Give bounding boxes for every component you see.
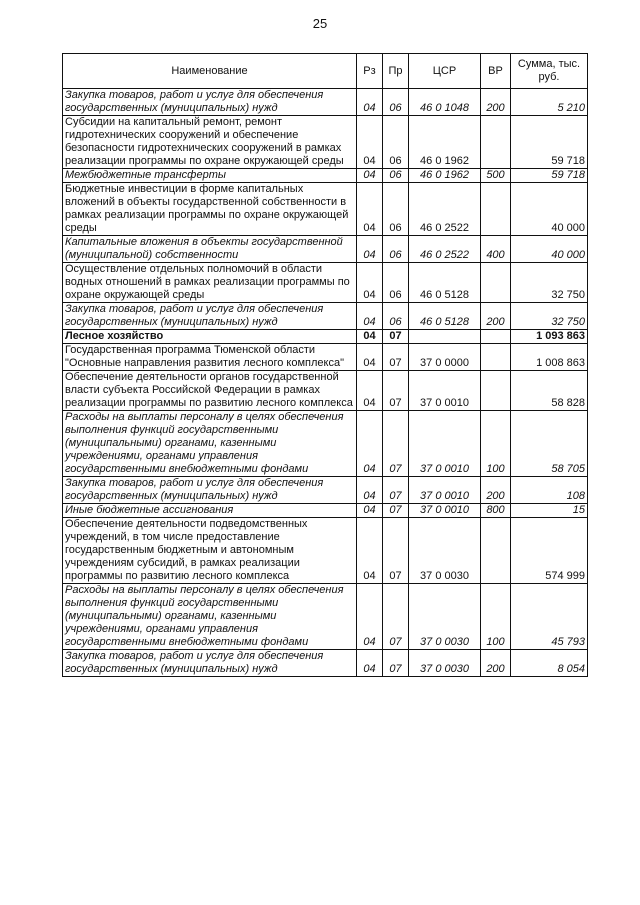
cell-rz: 04	[357, 344, 383, 371]
cell-pr: 06	[383, 236, 409, 263]
cell-sum: 1 093 863	[511, 330, 588, 344]
cell-vr: 200	[481, 303, 511, 330]
cell-vr	[481, 183, 511, 236]
cell-pr: 07	[383, 344, 409, 371]
table-row	[63, 584, 588, 650]
cell-csr: 37 0 0010	[409, 477, 481, 504]
cell-pr: 06	[383, 303, 409, 330]
cell-sum: 40 000	[511, 183, 588, 236]
cell-csr: 37 0 0030	[409, 650, 481, 677]
cell-vr: 200	[481, 650, 511, 677]
cell-pr: 07	[383, 504, 409, 518]
cell-name: Лесное хозяйство	[63, 330, 357, 344]
cell-rz: 04	[357, 477, 383, 504]
table-row	[63, 371, 588, 411]
cell-csr: 46 0 5128	[409, 303, 481, 330]
cell-name: Расходы на выплаты персоналу в целях обеспечения выполнения функций государственными (муниципальными) органами, казенными учреждениями, органами управления государственными внебюджетными фондами	[63, 584, 357, 650]
cell-sum: 58 705	[511, 411, 588, 477]
cell-csr: 46 0 2522	[409, 183, 481, 236]
cell-name: Закупка товаров, работ и услуг для обеспечения государственных (муниципальных) нужд	[63, 650, 357, 677]
cell-sum: 5 210	[511, 89, 588, 116]
cell-name: Расходы на выплаты персоналу в целях обеспечения выполнения функций государственными (муниципальными) органами, казенными учреждениями, органами управления государственными внебюджетными фондами	[63, 411, 357, 477]
cell-pr: 07	[383, 411, 409, 477]
table-row	[63, 518, 588, 584]
cell-vr: 100	[481, 584, 511, 650]
cell-pr: 06	[383, 263, 409, 303]
cell-csr: 46 0 2522	[409, 236, 481, 263]
header-csr: ЦСР	[409, 54, 481, 89]
table-row	[63, 169, 588, 183]
cell-vr	[481, 330, 511, 344]
table-body	[63, 89, 588, 677]
cell-pr: 07	[383, 477, 409, 504]
table-row	[63, 504, 588, 518]
cell-csr: 46 0 1962	[409, 169, 481, 183]
table-row	[63, 89, 588, 116]
cell-vr	[481, 344, 511, 371]
cell-name: Закупка товаров, работ и услуг для обеспечения государственных (муниципальных) нужд	[63, 89, 357, 116]
cell-name: Обеспечение деятельности подведомственных учреждений, в том числе предоставление государственным бюджетным и автономным учреждениям субсидий, в рамках реализации программы по развитию лесного комплекса	[63, 518, 357, 584]
cell-vr: 800	[481, 504, 511, 518]
cell-pr: 06	[383, 169, 409, 183]
header-rz: Рз	[357, 54, 383, 89]
cell-name: Закупка товаров, работ и услуг для обеспечения государственных (муниципальных) нужд	[63, 303, 357, 330]
cell-rz: 04	[357, 116, 383, 169]
cell-vr	[481, 263, 511, 303]
cell-vr: 100	[481, 411, 511, 477]
cell-sum: 40 000	[511, 236, 588, 263]
table-row	[63, 263, 588, 303]
cell-rz: 04	[357, 183, 383, 236]
cell-rz: 04	[357, 584, 383, 650]
cell-pr: 06	[383, 183, 409, 236]
table-row	[63, 236, 588, 263]
cell-pr: 06	[383, 89, 409, 116]
page-number: 25	[312, 16, 328, 31]
cell-vr	[481, 116, 511, 169]
cell-csr	[409, 330, 481, 344]
cell-vr: 400	[481, 236, 511, 263]
cell-name: Закупка товаров, работ и услуг для обеспечения государственных (муниципальных) нужд	[63, 477, 357, 504]
cell-name: Иные бюджетные ассигнования	[63, 504, 357, 518]
table-row	[63, 411, 588, 477]
header-vr: ВР	[481, 54, 511, 89]
cell-csr: 46 0 1048	[409, 89, 481, 116]
cell-csr: 46 0 5128	[409, 263, 481, 303]
cell-sum: 1 008 863	[511, 344, 588, 371]
header-name: Наименование	[63, 54, 357, 89]
header-pr: Пр	[383, 54, 409, 89]
cell-pr: 07	[383, 330, 409, 344]
header-row	[63, 54, 588, 89]
cell-pr: 07	[383, 650, 409, 677]
table-row	[63, 650, 588, 677]
cell-sum: 8 054	[511, 650, 588, 677]
table-row	[63, 344, 588, 371]
cell-name: Капитальные вложения в объекты государственной (муниципальной) собственности	[63, 236, 357, 263]
header-sum: Сумма, тыс. руб.	[511, 54, 588, 89]
cell-pr: 07	[383, 371, 409, 411]
cell-sum: 45 793	[511, 584, 588, 650]
cell-csr: 37 0 0010	[409, 411, 481, 477]
cell-name: Обеспечение деятельности органов государственной власти субъекта Российской Федерации в рамках реализации программы по развитию лесного комплекса	[63, 371, 357, 411]
cell-name: Осуществление отдельных полномочий в области водных отношений в рамках реализации программы по охране окружающей среды	[63, 263, 357, 303]
cell-rz: 04	[357, 650, 383, 677]
cell-rz: 04	[357, 236, 383, 263]
cell-csr: 37 0 0010	[409, 371, 481, 411]
cell-rz: 04	[357, 169, 383, 183]
cell-csr: 37 0 0030	[409, 584, 481, 650]
cell-rz: 04	[357, 330, 383, 344]
table-row	[63, 116, 588, 169]
cell-name: Субсидии на капитальный ремонт, ремонт гидротехнических сооружений и обеспечение безопасности гидротехнических сооружений в рамках реализации программы по охране окружающей среды	[63, 116, 357, 169]
cell-rz: 04	[357, 303, 383, 330]
table-row	[63, 330, 588, 344]
cell-name: Бюджетные инвестиции в форме капитальных вложений в объекты государственной собственности в рамках реализации программы по охране окружающей среды	[63, 183, 357, 236]
cell-name: Государственная программа Тюменской области "Основные направления развития лесного комплекса"	[63, 344, 357, 371]
cell-rz: 04	[357, 89, 383, 116]
cell-rz: 04	[357, 371, 383, 411]
cell-rz: 04	[357, 263, 383, 303]
cell-pr: 07	[383, 584, 409, 650]
cell-pr: 07	[383, 518, 409, 584]
cell-vr: 200	[481, 89, 511, 116]
cell-rz: 04	[357, 411, 383, 477]
cell-sum: 59 718	[511, 169, 588, 183]
cell-pr: 06	[383, 116, 409, 169]
cell-rz: 04	[357, 518, 383, 584]
cell-sum: 32 750	[511, 263, 588, 303]
cell-sum: 58 828	[511, 371, 588, 411]
cell-sum: 108	[511, 477, 588, 504]
table-row	[63, 303, 588, 330]
cell-csr: 46 0 1962	[409, 116, 481, 169]
cell-rz: 04	[357, 504, 383, 518]
budget-table	[62, 53, 588, 677]
cell-vr: 200	[481, 477, 511, 504]
cell-vr	[481, 371, 511, 411]
cell-csr: 37 0 0010	[409, 504, 481, 518]
cell-csr: 37 0 0030	[409, 518, 481, 584]
cell-sum: 574 999	[511, 518, 588, 584]
cell-vr	[481, 518, 511, 584]
cell-sum: 32 750	[511, 303, 588, 330]
cell-vr: 500	[481, 169, 511, 183]
table-row	[63, 477, 588, 504]
cell-csr: 37 0 0000	[409, 344, 481, 371]
cell-name: Межбюджетные трансферты	[63, 169, 357, 183]
cell-sum: 15	[511, 504, 588, 518]
cell-sum: 59 718	[511, 116, 588, 169]
table-row	[63, 183, 588, 236]
